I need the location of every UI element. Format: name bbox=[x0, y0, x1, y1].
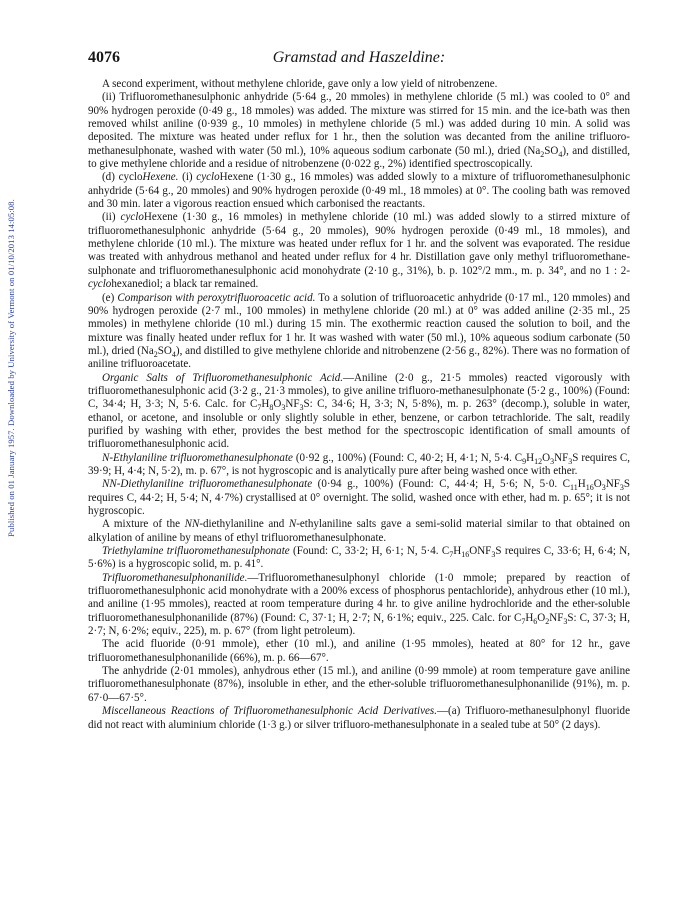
text-run: —(a) Trifluoro-methanesulphonyl fluoride did not react with aluminium chloride (1·3 g.) or silver trifluoro-methanesulphonate in a sealed tube at 50° (2 days). bbox=[88, 705, 630, 731]
subscript: 9 bbox=[522, 456, 527, 466]
subscript: 4 bbox=[558, 149, 563, 159]
subscript: 12 bbox=[534, 456, 543, 466]
text-run: —Aniline (2·0 g., 21·5 mmoles) reacted vigorously with trifluoromethanesulphonic acid (3·2 g., 21·3 mmoles), to give aniline trifluoro-methanesulphonate (5·2 g., 100%) (Found: C, 34·4; H, 3·3; N, 5·6. Calc. for C bbox=[88, 371, 630, 411]
text-run: S requires C, 39·9; H, 4·4; N, 5·2), m. p. 67°, is not hygroscopic and is analytically pure after being washed once with ether. bbox=[88, 451, 630, 477]
paragraph bbox=[88, 518, 630, 545]
italic-text: Comparison with peroxytrifluoroacetic acid. bbox=[117, 291, 316, 304]
text-run: NF bbox=[285, 398, 300, 411]
subscript: 4 bbox=[171, 350, 176, 360]
subscript: 16 bbox=[461, 550, 470, 560]
subscript: 7 bbox=[257, 403, 262, 413]
download-watermark bbox=[2, 88, 20, 648]
text-run: —Trifluoromethanesulphonyl chloride (1·0 mmole; prepared by reaction of trifluoromethanesulphonic acid monohydrate with a 200% excess of phosphorus pentachloride), anhydrous ether (10 ml.), and aniline (1·95 mmoles), reacted at room temperature during 4 hr. to give aniline hydrochloride and the ether-soluble trifluoromethanesulphonanilide (87%) (Found: C, 37·1; H, 2·7; N, 6·1%; equiv., 225. Calc. for C bbox=[88, 571, 630, 624]
text-run: ), and distilled, to give methylene chloride and a residue of nitrobenzene (0·022 g., 2%) identified spectroscopically. bbox=[88, 144, 630, 171]
subscript: 2 bbox=[545, 616, 550, 626]
italic-text: NN-Diethylaniline trifluoromethanesulphonate bbox=[102, 478, 313, 491]
text-run: O bbox=[273, 398, 282, 411]
text-run: O bbox=[537, 611, 546, 624]
italic-text: N-Ethylaniline trifluoromethanesulphonate bbox=[102, 451, 293, 464]
subscript: 3 bbox=[568, 456, 573, 466]
text-run: (ii) Trifluoromethanesulphonic anhydride (5·64 g., 20 mmoles) in methylene chloride (5 ml.) was cooled to 0° and 90% hydrogen peroxide (0·49 g., 18 mmoles) was added. The mixture was stirred for 15 min. and the ice-bath was then removed whilst aniline (0·939 g., 10 mmoles) in methylene chloride (5 ml.) was added during 10 min. A solid was deposited. The mixture was heated under reflux for 1 hr., then the solution was decanted from the aniline trifluoro-methanesulphonate, washed with water (50 ml.), 10% aqueous sodium carbonate (50 ml.), dried (Na bbox=[88, 91, 630, 157]
text-run: H bbox=[261, 398, 270, 411]
subscript: 16 bbox=[585, 483, 594, 493]
subscript: 3 bbox=[491, 550, 496, 560]
text-run: NF bbox=[605, 478, 620, 491]
subscript: 8 bbox=[269, 403, 274, 413]
text-run: ONF bbox=[469, 545, 492, 558]
subscript: 6 bbox=[533, 616, 538, 626]
subscript: 2 bbox=[540, 149, 545, 159]
paragraph bbox=[88, 665, 630, 705]
text-run: H bbox=[525, 611, 534, 624]
text-run: S requires C, 33·6; H, 6·4; N, 5·6%) is a hygroscopic solid, m. p. 41°. bbox=[88, 545, 630, 571]
text-run: (i) bbox=[178, 171, 197, 184]
page-number: 4076 bbox=[88, 49, 120, 66]
subscript: 3 bbox=[281, 403, 286, 413]
paragraph bbox=[88, 545, 630, 572]
paragraph bbox=[88, 572, 630, 639]
subscript: 2 bbox=[153, 350, 158, 360]
text-run: S: C, 37·3; H, 2·7; N, 6·2%; equiv., 225), m. p. 67° (from light petroleum). bbox=[88, 611, 630, 638]
text-run: (ii) bbox=[102, 211, 121, 224]
subscript: 3 bbox=[601, 483, 606, 493]
text-run: NF bbox=[549, 611, 564, 624]
article-body bbox=[88, 78, 630, 732]
text-run: (Found: C, 33·2; H, 6·1; N, 5·4. C bbox=[289, 545, 450, 558]
paragraph bbox=[88, 478, 630, 518]
italic-text: Hexene. bbox=[142, 171, 179, 184]
text-run: (e) bbox=[102, 291, 118, 304]
paragraph bbox=[88, 91, 630, 171]
paragraph bbox=[88, 292, 630, 372]
text-run: To a solution of trifluoroacetic anhydride (0·17 ml., 120 mmoles) and 90% hydrogen peroxide (2·7 ml., 100 mmoles) in methylene chloride (20 ml.) at 0° was added aniline (2·35 ml., 25 mmoles) in methylene chloride (10 ml.) during 15 min. The exothermic reaction caused the solution to boil, and the mixture was finally heated under reflux for 1 hr. It was washed with water (50 ml.), 10% aqueous sodium carbonate (50 ml.), dried (Na bbox=[88, 291, 631, 357]
text-run: hexanediol; a black tar remained. bbox=[111, 278, 259, 291]
text-run: H bbox=[526, 451, 535, 464]
text-run: ), and distilled to give methylene chloride and nitrobenzene (2·56 g., 82%). There was no formation of aniline trifluoroacetate. bbox=[88, 344, 630, 371]
subscript: 3 bbox=[563, 616, 568, 626]
text-run: S: C, 34·6; H, 3·3; N, 5·8%), m. p. 263° (decomp.), soluble in water, ethanol, or acetone, and insoluble or only slightly soluble in ether, benzene, or carbon tetrachloride. The salt, readily purified by washing with ether, provides the best method for the spectroscopic identification of small amounts of trifluoromethanesulphonic acid. bbox=[88, 398, 630, 451]
paragraph bbox=[88, 638, 630, 665]
text-run: O bbox=[542, 451, 551, 464]
text-run: Hexene (1·30 g., 16 mmoles) was added slowly to a mixture of trifluoromethanesulphonic anhydride (5·64 g., 20 mmoles) and 90% hydrogen peroxide (0·49 ml., 18 mmoles) at 0°. The cooling bath was removed and 30 min. later a vigorous reaction ensued which carbonised the reactants. bbox=[88, 171, 630, 211]
paragraph bbox=[88, 705, 630, 732]
italic-text: cyclo bbox=[120, 211, 144, 224]
text-run: Hexene (1·30 g., 16 mmoles) in methylene chloride (10 ml.) was added slowly to a stirred mixture of trifluoromethanesulphonic anhydride (5·64 g., 20 mmoles), 90% hydrogen peroxide (0·49 ml., 18 mmoles), and methylene chloride (10 ml.). The mixture was heated under reflux for 1 hr. and the solvent was evaporated. The residue was treated with anhydrous methanol and heated under reflux for 4 hr. Distillation gave only methyl trifluoromethane-sulphonate and trifluoromethanesulphonic acid monohydrate (2·10 g., 31%), b. p. 102°/2 mm., m. p. 34°, and no 1 : 2- bbox=[88, 211, 630, 277]
italic-text: N bbox=[288, 518, 297, 531]
paragraph bbox=[88, 452, 630, 479]
subscript: 7 bbox=[449, 550, 454, 560]
download-watermark-text: Published on 01 January 1957. Downloaded by University of Vermont on 01/10/2013 14:05:08. bbox=[6, 199, 17, 537]
subscript: 3 bbox=[550, 456, 555, 466]
text-run: (0·94 g., 100%) (Found: C, 44·4; H, 5·6; N, 5·0. C bbox=[312, 478, 571, 491]
text-run: O bbox=[593, 478, 602, 491]
subscript: 3 bbox=[619, 483, 624, 493]
italic-text: Organic Salts of Trifluoromethanesulphonic Acid. bbox=[102, 371, 343, 384]
text-run: SO bbox=[157, 344, 172, 357]
paragraph bbox=[88, 211, 630, 291]
paragraph bbox=[88, 372, 630, 452]
page-header bbox=[88, 49, 630, 73]
italic-text: Trifluoromethanesulphonanilide. bbox=[102, 571, 248, 584]
subscript: 11 bbox=[570, 483, 578, 493]
text-run: H bbox=[453, 545, 462, 558]
italic-text: Miscellaneous Reactions of Trifluoromethanesulphonic Acid Derivatives. bbox=[102, 705, 437, 718]
text-run: (0·92 g., 100%) (Found: C, 40·2; H, 4·1; N, 5·4. C bbox=[292, 451, 523, 464]
text-run: SO bbox=[544, 144, 559, 157]
italic-text: NN bbox=[184, 518, 200, 531]
text-run: H bbox=[577, 478, 586, 491]
text-run: NF bbox=[554, 451, 569, 464]
text-run: The acid fluoride (0·91 mmole), ether (10 ml.), and aniline (1·95 mmoles), heated at 80° for 12 hr., gave trifluoromethanesulphonanilide (66%), m. p. 66—67°. bbox=[88, 638, 630, 664]
running-title: Gramstad and Haszeldine: bbox=[272, 49, 446, 66]
italic-text: cyclo bbox=[196, 171, 220, 184]
text-run: S requires C, 44·2; H, 5·4; N, 4·7%) crystallised at 0° overnight. The solid, washed once with ether, had m. p. 65°; it is not hygroscopic. bbox=[88, 478, 630, 517]
text-run: -ethylaniline salts gave a semi-solid material similar to that obtained on alkylation of aniline by means of ethyl trifluoromethanesulphonate. bbox=[88, 518, 630, 544]
text-run: The anhydride (2·01 mmoles), anhydrous ether (15 ml.), and aniline (0·99 mmole) at room temperature gave aniline trifluoromethanesulphonate (87%), insoluble in ether, and the ether-soluble trifluoromethanesulphonanilide (91%), m. p. 67·0—67·5°. bbox=[88, 665, 630, 704]
italic-text: cyclo bbox=[88, 278, 112, 291]
text-run: A second experiment, without methylene chloride, gave only a low yield of nitrobenzene. bbox=[102, 78, 498, 90]
subscript: 7 bbox=[521, 616, 526, 626]
text-run: -diethylaniline and bbox=[199, 518, 289, 531]
paragraph bbox=[88, 78, 630, 91]
text-run: (d) cyclo bbox=[102, 171, 143, 184]
text-run: A mixture of the bbox=[102, 518, 185, 531]
italic-text: Triethylamine trifluoromethanesulphonate bbox=[102, 545, 290, 558]
paragraph bbox=[88, 171, 630, 211]
subscript: 3 bbox=[299, 403, 304, 413]
